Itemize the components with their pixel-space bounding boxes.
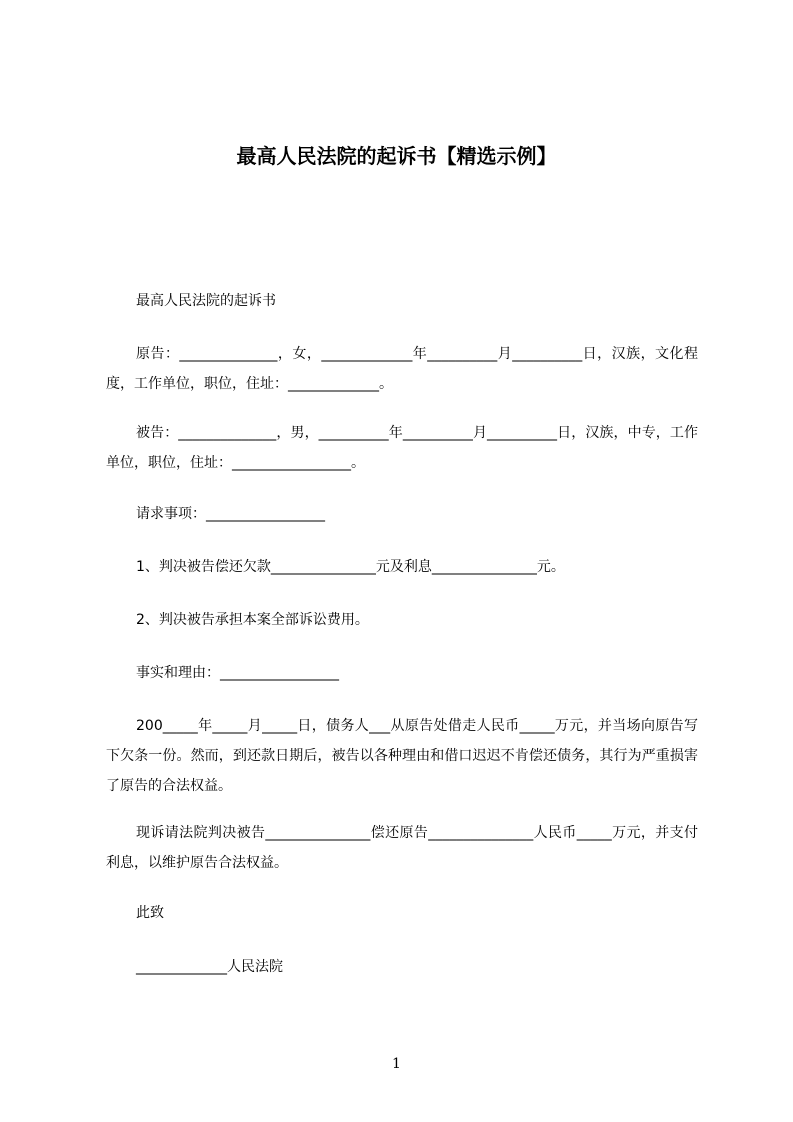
claims-heading: 请求事项：_________________ [136,506,325,522]
document-title: 最高人民法院的起诉书【精选示例】 [236,144,557,168]
claim-item-1: 1、判决被告偿还欠款_______________元及利息_______________元。 [136,559,565,575]
salutation: 此致 [136,905,164,921]
defendant-paragraph: 被告：______________，男，__________年__________月__________日，汉族，中专，工作单位，职位，住址：_________________。 [106,425,698,471]
request-paragraph: 现诉请法院判决被告_______________偿还原告_______________人民币_____万元，并支付利息，以维护原告合法权益。 [106,825,698,871]
court-addressee: _____________人民法院 [136,959,283,975]
facts-heading: 事实和理由：_________________ [136,665,339,681]
subtitle-paragraph: 最高人民法院的起诉书 [136,293,276,309]
page-number: 1 [392,1056,401,1072]
facts-paragraph: 200_____年_____月_____日，债务人___从原告处借走人民币_____万元，并当场向原告写下欠条一份。然而，到还款日期后，被告以各种理由和借口迟迟不肯偿还债务，其行为严重损害了原告的合法权益。 [106,718,698,794]
claim-item-2: 2、判决被告承担本案全部诉讼费用。 [136,612,369,628]
plaintiff-paragraph: 原告：______________，女，_____________年__________月__________日，汉族，文化程度，工作单位，职位，住址：_____________。 [106,346,698,392]
